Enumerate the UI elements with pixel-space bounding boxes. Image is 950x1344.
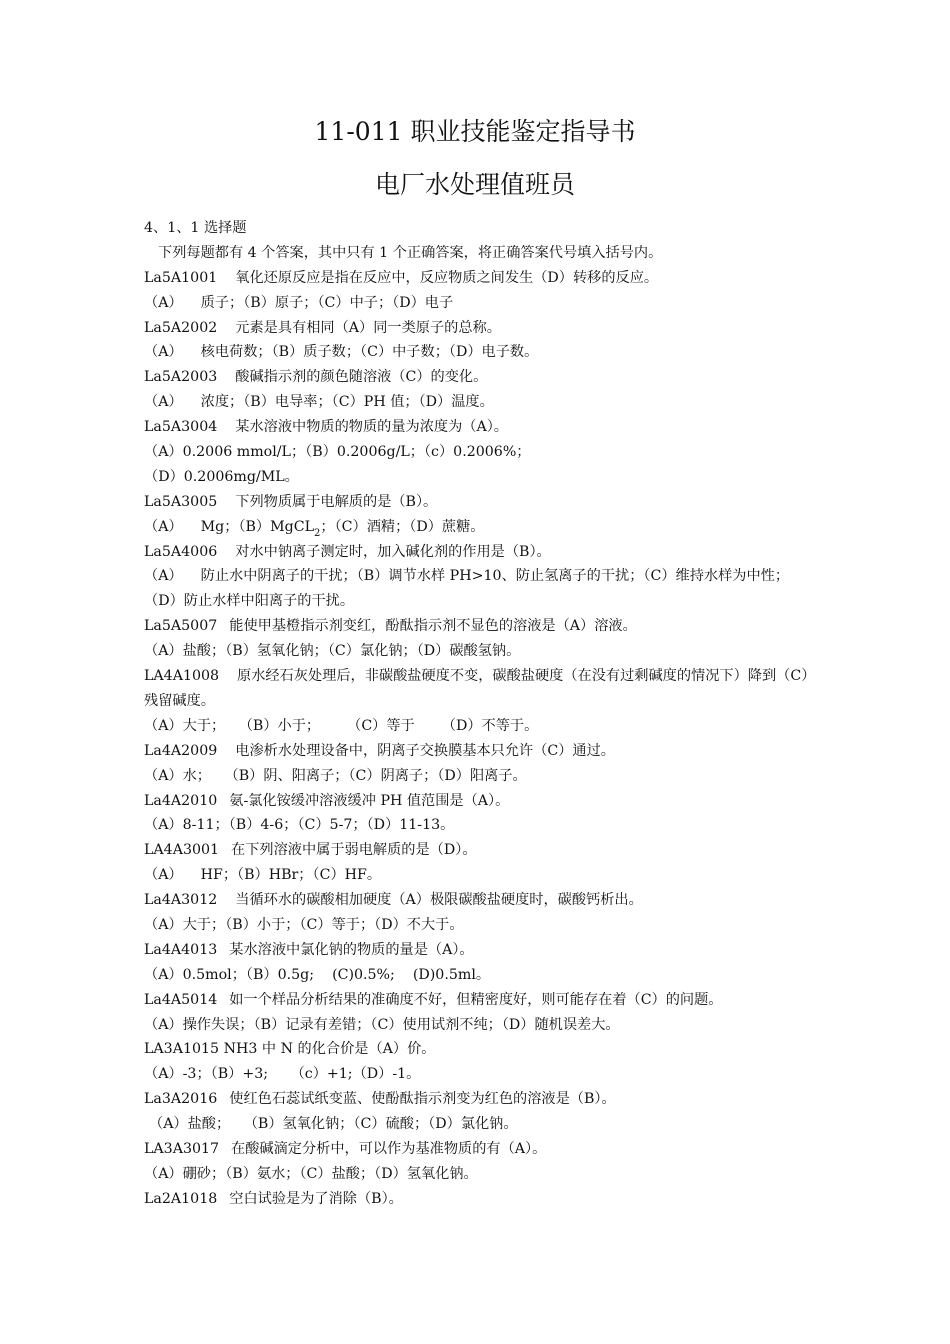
question-stem [144, 316, 814, 341]
question-code: La5A3005 [144, 493, 218, 510]
question-options: （A）硼砂；（B）氨水；（C）盐酸；（D）氢氧化钠。 [144, 1165, 478, 1182]
question-code: La5A2002 [144, 319, 218, 336]
question-stem [144, 266, 814, 291]
question-code: La4A3012 [144, 892, 218, 909]
option-text: 质子；（B）原子；（C）中子；（D）电子 [200, 294, 454, 311]
question-text: 在下列溶液中属于弱电解质的是（D）。 [231, 842, 477, 859]
option-text: ；（C）酒精；（D）蔗糖。 [320, 518, 485, 535]
question-text: 使红色石蕊试纸变蓝、使酚酞指示剂变为红色的溶液是（B）。 [229, 1091, 616, 1108]
option-text: Mg；（B）MgCL [200, 518, 315, 535]
option-text: 核电荷数；（B）质子数；（C）中子数；（D）电子数。 [200, 344, 539, 361]
question-stem [144, 888, 814, 913]
question-code: La3A2016 [144, 1091, 218, 1108]
question-options [144, 390, 814, 415]
question-options: （A）-3；（B）+3; （c）+1;（D）-1。 [144, 1066, 421, 1083]
question-text: 对水中钠离子测定时，加入碱化剂的作用是（B）。 [235, 543, 551, 560]
instruction-text: 下列每题都有 4 个答案，其中只有 1 个正确答案，将正确答案代号填入括号内。 [158, 244, 663, 261]
question-code: LA3A1015 [144, 1041, 220, 1058]
subscript: 2 [314, 527, 321, 539]
question-text: 能使甲基橙指示剂变红，酚酞指示剂不显色的溶液是（A）溶液。 [229, 618, 637, 635]
question-code: La5A4006 [144, 543, 218, 560]
question-text: 空白试验是为了消除（B）。 [229, 1190, 403, 1207]
option-label: （A） [144, 867, 183, 884]
question-code: La4A5014 [144, 991, 218, 1008]
page-subtitle: 电厂水处理值班员 [374, 170, 575, 199]
question-options: （A）盐酸； （B）氢氧化钠；（C）硫酸；（D）氯化钠。 [149, 1116, 518, 1133]
question-code: La4A2010 [144, 792, 218, 809]
question-text: 氧化还原反应是指在反应中，反应物质之间发生（D）转移的反应。 [235, 269, 659, 286]
question-stem [144, 664, 814, 714]
question-text: 某水溶液中物质的物质的量为浓度为（A）。 [235, 419, 508, 436]
question-text: 原水经石灰处理后，非碳酸盐硬度不变，碳酸盐硬度（在没有过剩碱度的情况下）降到（C）残留碱度。 [144, 668, 809, 709]
question-list [144, 216, 814, 1212]
question-code: La5A5007 [144, 618, 218, 635]
question-options [144, 863, 814, 888]
option-text: HF；（B）HBr；（C）HF。 [200, 867, 382, 884]
option-label: （A） [144, 294, 183, 311]
question-options [144, 564, 814, 614]
question-code: La5A2003 [144, 369, 218, 386]
question-text: 酸碱指示剂的颜色随溶液（C）的变化。 [235, 369, 488, 386]
question-code: LA4A1008 [144, 668, 220, 685]
question-stem [144, 1137, 814, 1162]
question-options [144, 340, 814, 365]
question-stem [144, 789, 814, 814]
question-options: （A）盐酸；（B）氢氧化钠；（C）氯化钠；（D）碳酸氢钠。 [144, 643, 521, 660]
option-label: （A） [144, 394, 183, 411]
question-options: （D）0.2006mg/ML。 [144, 468, 299, 485]
question-options: （A）大于；（B）小于；（C）等于；（D）不大于。 [144, 917, 464, 933]
question-text: 下列物质属于电解质的是（B）。 [235, 493, 438, 510]
question-stem [144, 938, 814, 963]
question-options: （A）8-11；（B）4-6；（C）5-7；（D）11-13。 [144, 817, 455, 834]
question-text: 某水溶液中氯化钠的物质的量是（A）。 [229, 941, 474, 958]
question-options: （A）大于； （B）小于； （C）等于 （D）不等于。 [144, 717, 539, 734]
question-text: 如一个样品分析结果的准确度不好，但精密度好，则可能存在着（C）的问题。 [229, 991, 723, 1008]
question-stem [144, 838, 814, 863]
question-options: （A）0.5mol；（B）0.5g; (C)0.5%; (D)0.5ml。 [144, 966, 491, 983]
option-text: 浓度；（B）电导率；（C）PH 值；（D）温度。 [200, 394, 494, 411]
question-text: 在酸碱滴定分析中，可以作为基准物质的有（A）。 [231, 1141, 547, 1158]
option-label: （A） [144, 518, 183, 535]
question-options: （A）水； （B）阴、阳离子；（C）阴离子；（D）阳离子。 [144, 767, 527, 784]
question-code: La5A3004 [144, 419, 218, 436]
question-stem [144, 1187, 814, 1212]
option-text: 防止水中阴离子的干扰；（B）调节水样 PH>10、防止氢离子的干扰；（C）维持水样为中性；（D）防止水样中阳离子的干扰。 [144, 568, 790, 610]
option-label: （A） [144, 568, 183, 585]
question-text: 当循环水的碳酸相加硬度（A）极限碳酸盐硬度时，碳酸钙析出。 [235, 892, 643, 909]
question-stem [144, 1087, 814, 1112]
question-stem [144, 614, 814, 639]
question-options [144, 515, 814, 540]
question-options [144, 291, 814, 316]
question-code: LA4A3001 [144, 842, 220, 859]
question-stem [144, 739, 814, 764]
question-stem [144, 540, 814, 565]
question-code: La4A4013 [144, 941, 218, 958]
question-stem [144, 415, 814, 440]
question-stem [144, 490, 814, 515]
section-heading: 4、1、1 选择题 [144, 220, 247, 236]
question-stem [144, 1037, 814, 1062]
page-title: 11-011 职业技能鉴定指导书 [314, 117, 636, 146]
question-text: 元素是具有相同（A）同一类原子的总称。 [235, 319, 501, 336]
question-code: LA3A3017 [144, 1141, 220, 1158]
question-stem [144, 988, 814, 1013]
question-options: （A）0.2006 mmol/L；（B）0.2006g/L；（c）0.2006%； [144, 444, 531, 461]
question-code: La4A2009 [144, 742, 218, 759]
question-stem [144, 365, 814, 390]
question-code: La5A1001 [144, 269, 218, 286]
question-text: NH3 中 N 的化合价是（A）价。 [223, 1041, 436, 1058]
option-label: （A） [144, 344, 183, 361]
question-text: 氨-氯化铵缓冲溶液缓冲 PH 值范围是（A）。 [229, 792, 510, 809]
question-text: 电渗析水处理设备中，阴离子交换膜基本只允许（C）通过。 [235, 742, 615, 759]
question-code: La2A1018 [144, 1190, 218, 1207]
question-options: （A）操作失误；（B）记录有差错；（C）使用试剂不纯；（D）随机误差大。 [144, 1016, 620, 1033]
